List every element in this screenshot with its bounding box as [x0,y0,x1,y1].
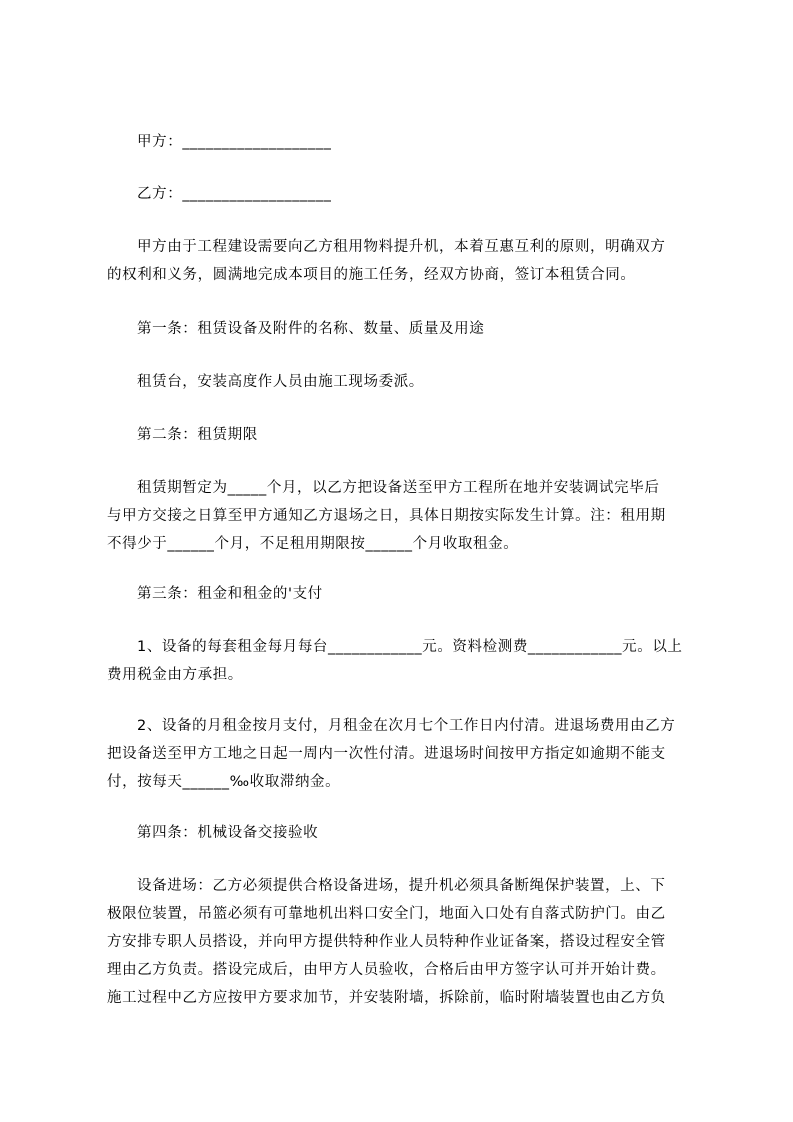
article4-line-3: 方安排专职人员搭设，并向甲方提供特种作业人员特种作业证备案，搭设过程安全管 [107,934,666,950]
party-b-label: 乙方： [137,186,183,202]
article3-item2-line-2: 把设备送至甲方工地之日起一周内一次性付清。进退场时间按甲方指定如逾期不能支 [107,746,666,762]
article4-line-1: 设备进场：乙方必须提供合格设备进场，提升机必须具备断绳保护装置，上、下 [137,878,666,894]
article3-item2-line-3: 付，按每天______‰收取滞纳金。 [107,774,341,790]
article3-title: 第三条：租金和租金的'支付 [137,586,323,602]
intro-line-2: 的权利和义务，圆满地完成本项目的施工任务，经双方协商，签订本租赁合同。 [107,267,636,283]
article4-line-2: 极限位装置，吊篮必须有可靠地机出料口安全门，地面入口处有自落式防护门。由乙 [107,906,666,922]
article3-item2-line-1: 2、设备的月租金按月支付，月租金在次月七个工作日内付清。进退场费用由乙方 [137,718,676,734]
party-a-blank: ___________________ [182,134,332,150]
article2-title: 第二条：租赁期限 [137,427,258,443]
party-b-line [137,184,742,204]
party-a-label: 甲方： [137,134,183,150]
article2-line-3: 不得少于______个月，不足租用期限按______个月收取租金。 [107,536,519,552]
article3-item1-line-2: 费用税金由方承担。 [107,667,243,683]
article1-text: 租赁台，安装高度作人员由施工现场委派。 [137,374,424,390]
article2-line-2: 与甲方交接之日算至甲方通知乙方退场之日，具体日期按实际发生计算。注：租用期 [107,508,666,524]
article1-title: 第一条：租赁设备及附件的名称、数量、质量及用途 [137,321,485,337]
intro-line-1: 甲方由于工程建设需要向乙方租用物料提升机，本着互惠互利的原则，明确双方 [137,239,666,255]
party-b-blank: ___________________ [182,186,332,202]
article2-line-1: 租赁期暂定为_____个月，以乙方把设备送至甲方工程所在地并安装调试完毕后 [137,480,660,496]
article4-title: 第四条：机械设备交接验收 [137,825,319,841]
article4-line-5: 施工过程中乙方应按甲方要求加节，并安装附墙，拆除前，临时附墙装置也由乙方负 [107,990,666,1006]
article3-item1-line-1: 1、设备的每套租金每月每台____________元。资料检测费____________元。以上 [137,639,683,655]
article4-line-4: 理由乙方负责。搭设完成后，由甲方人员验收，合格后由甲方签字认可并开始计费。 [107,962,666,978]
party-a-line [137,132,742,152]
